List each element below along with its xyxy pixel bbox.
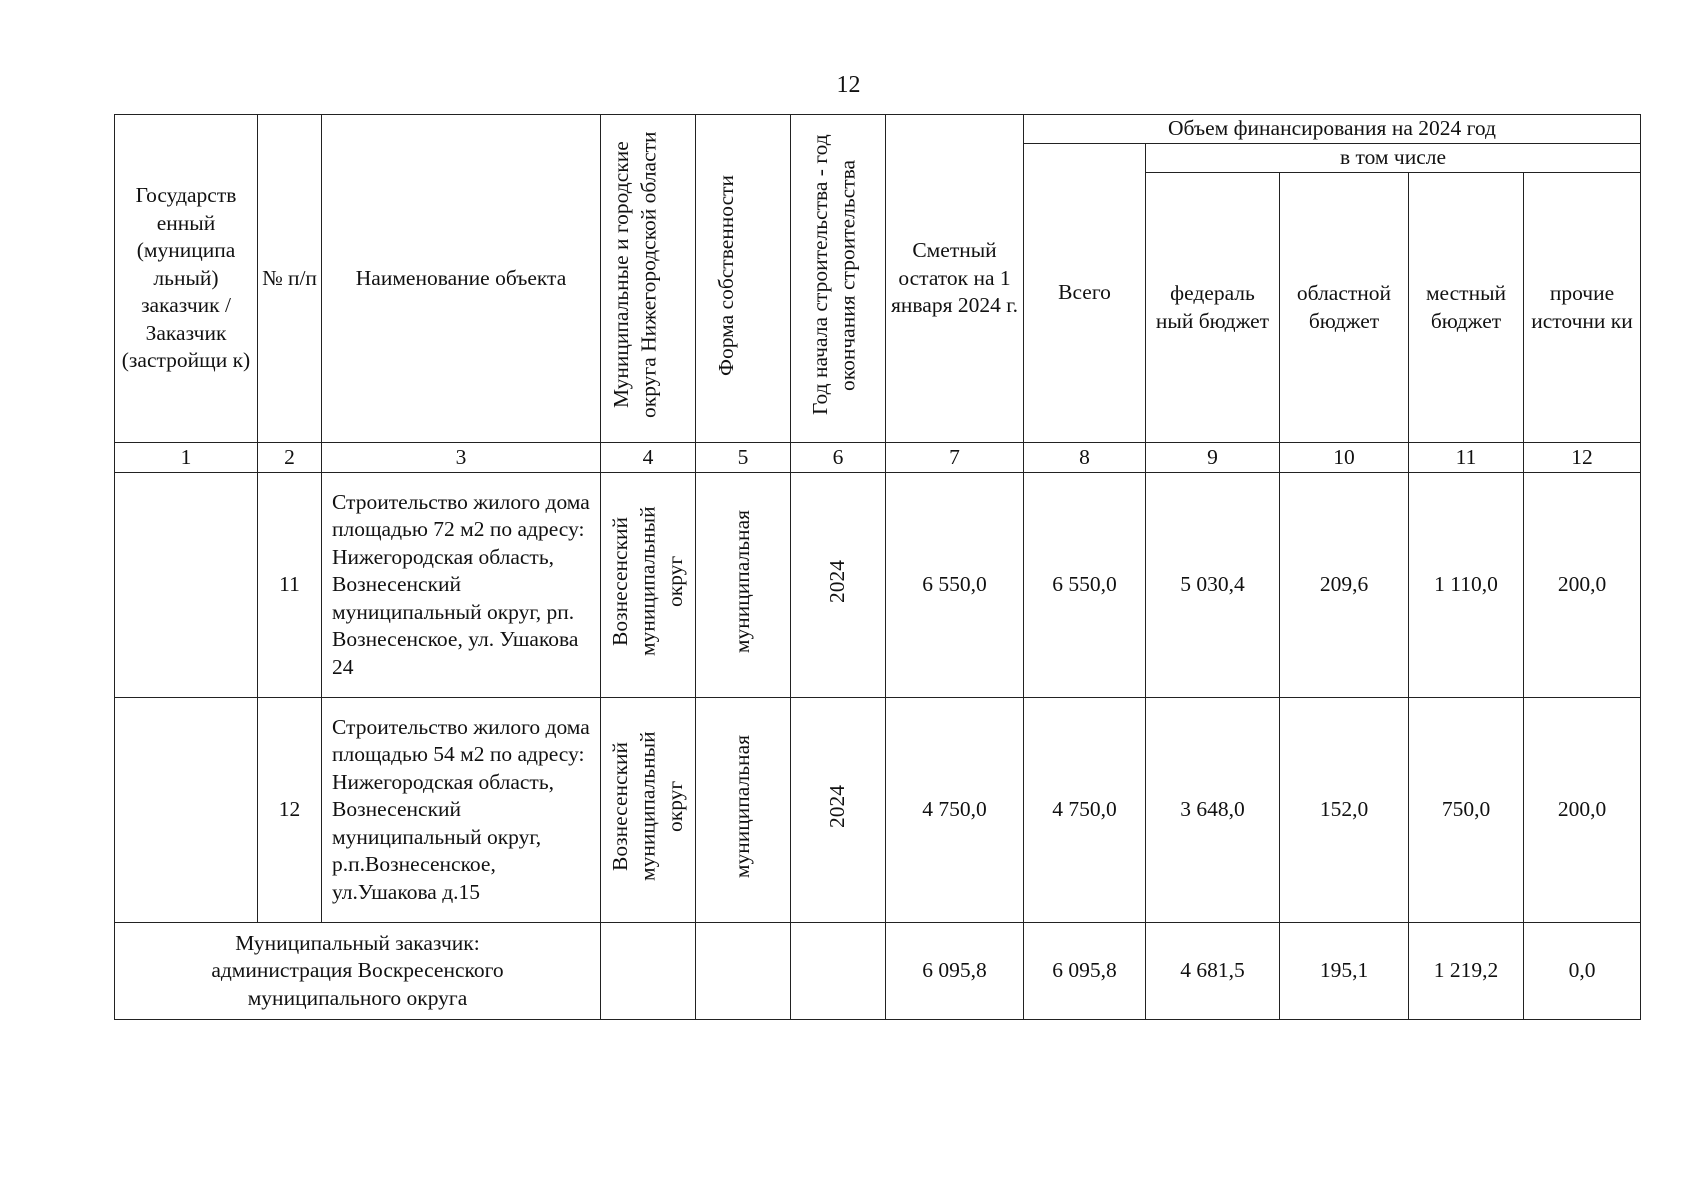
total-estimate: 6 095,8 xyxy=(886,923,1024,1020)
row-municipal-cell xyxy=(601,473,696,698)
header-total: Всего xyxy=(1024,144,1146,443)
row-customer xyxy=(115,473,258,698)
column-number: 11 xyxy=(1409,443,1524,473)
header-object-name: Наименование объекта xyxy=(322,115,601,443)
row-total: 4 750,0 xyxy=(1024,698,1146,923)
row-municipal: Вознесенский муниципальный округ xyxy=(607,731,687,882)
row-total: 6 550,0 xyxy=(1024,473,1146,698)
header-years: Год начала строительства - год окончания строительства xyxy=(808,134,860,416)
header-including: в том числе xyxy=(1146,144,1641,173)
row-years-cell xyxy=(791,473,886,698)
total-row xyxy=(115,923,1641,1020)
row-estimate: 6 550,0 xyxy=(886,473,1024,698)
header-municipal-cell xyxy=(601,115,696,443)
row-other: 200,0 xyxy=(1524,698,1641,923)
row-object-name: Строительство жилого дома площадью 54 м2 по адресу: Нижегородская область, Вознесенский муниципальный округ, р.п.Вознесенское, ул.Ушакова д.15 xyxy=(322,698,601,923)
row-ownership-cell xyxy=(696,698,791,923)
total-empty-cell xyxy=(791,923,886,1020)
column-number: 5 xyxy=(696,443,791,473)
row-years: 2024 xyxy=(825,784,850,828)
row-ownership: муниципальная xyxy=(730,509,755,653)
header-years-cell xyxy=(791,115,886,443)
row-num: 11 xyxy=(258,473,322,698)
row-regional: 152,0 xyxy=(1280,698,1409,923)
row-regional: 209,6 xyxy=(1280,473,1409,698)
header-other: прочие источни ки xyxy=(1524,173,1641,443)
row-object-name: Строительство жилого дома площадью 72 м2 по адресу: Нижегородская область, Вознесенский муниципальный округ, рп. Вознесенское, ул. Ушакова 24 xyxy=(322,473,601,698)
table-row xyxy=(115,698,1641,923)
column-numbers-row xyxy=(115,443,1641,473)
header-federal: федераль ный бюджет xyxy=(1146,173,1280,443)
financing-table xyxy=(114,114,1641,1020)
row-local: 750,0 xyxy=(1409,698,1524,923)
total-label: Муниципальный заказчик: администрация Воскресенского муниципального округа xyxy=(115,923,601,1020)
table-row xyxy=(115,473,1641,698)
row-other: 200,0 xyxy=(1524,473,1641,698)
column-number: 6 xyxy=(791,443,886,473)
row-years-cell xyxy=(791,698,886,923)
column-number: 7 xyxy=(886,443,1024,473)
header-row-1 xyxy=(115,115,1641,144)
row-num: 12 xyxy=(258,698,322,923)
column-number: 9 xyxy=(1146,443,1280,473)
header-regional: областной бюджет xyxy=(1280,173,1409,443)
header-local: местный бюджет xyxy=(1409,173,1524,443)
column-number: 2 xyxy=(258,443,322,473)
column-number: 1 xyxy=(115,443,258,473)
header-num: № п/п xyxy=(258,115,322,443)
total-federal: 4 681,5 xyxy=(1146,923,1280,1020)
row-local: 1 110,0 xyxy=(1409,473,1524,698)
header-ownership: Форма собственности xyxy=(714,174,738,376)
row-ownership-cell xyxy=(696,473,791,698)
header-customer: Государств енный (муниципа льный) заказчик / Заказчик (застройщи к) xyxy=(115,115,258,443)
row-federal: 5 030,4 xyxy=(1146,473,1280,698)
column-number: 3 xyxy=(322,443,601,473)
row-federal: 3 648,0 xyxy=(1146,698,1280,923)
column-number: 4 xyxy=(601,443,696,473)
row-municipal: Вознесенский муниципальный округ xyxy=(607,506,687,657)
row-customer xyxy=(115,698,258,923)
column-number: 12 xyxy=(1524,443,1641,473)
column-number: 8 xyxy=(1024,443,1146,473)
header-municipal: Муниципальные и городские округа Нижегородской области xyxy=(609,131,661,419)
row-estimate: 4 750,0 xyxy=(886,698,1024,923)
total-other: 0,0 xyxy=(1524,923,1641,1020)
total-regional: 195,1 xyxy=(1280,923,1409,1020)
header-estimate: Сметный остаток на 1 января 2024 г. xyxy=(886,115,1024,443)
row-years: 2024 xyxy=(825,559,850,603)
total-empty-cell xyxy=(696,923,791,1020)
header-ownership-cell xyxy=(696,115,791,443)
row-municipal-cell xyxy=(601,698,696,923)
page-number: 12 xyxy=(836,72,861,98)
header-financing: Объем финансирования на 2024 год xyxy=(1024,115,1641,144)
total-empty-cell xyxy=(601,923,696,1020)
row-ownership: муниципальная xyxy=(730,734,755,878)
total-total: 6 095,8 xyxy=(1024,923,1146,1020)
column-number: 10 xyxy=(1280,443,1409,473)
total-local: 1 219,2 xyxy=(1409,923,1524,1020)
